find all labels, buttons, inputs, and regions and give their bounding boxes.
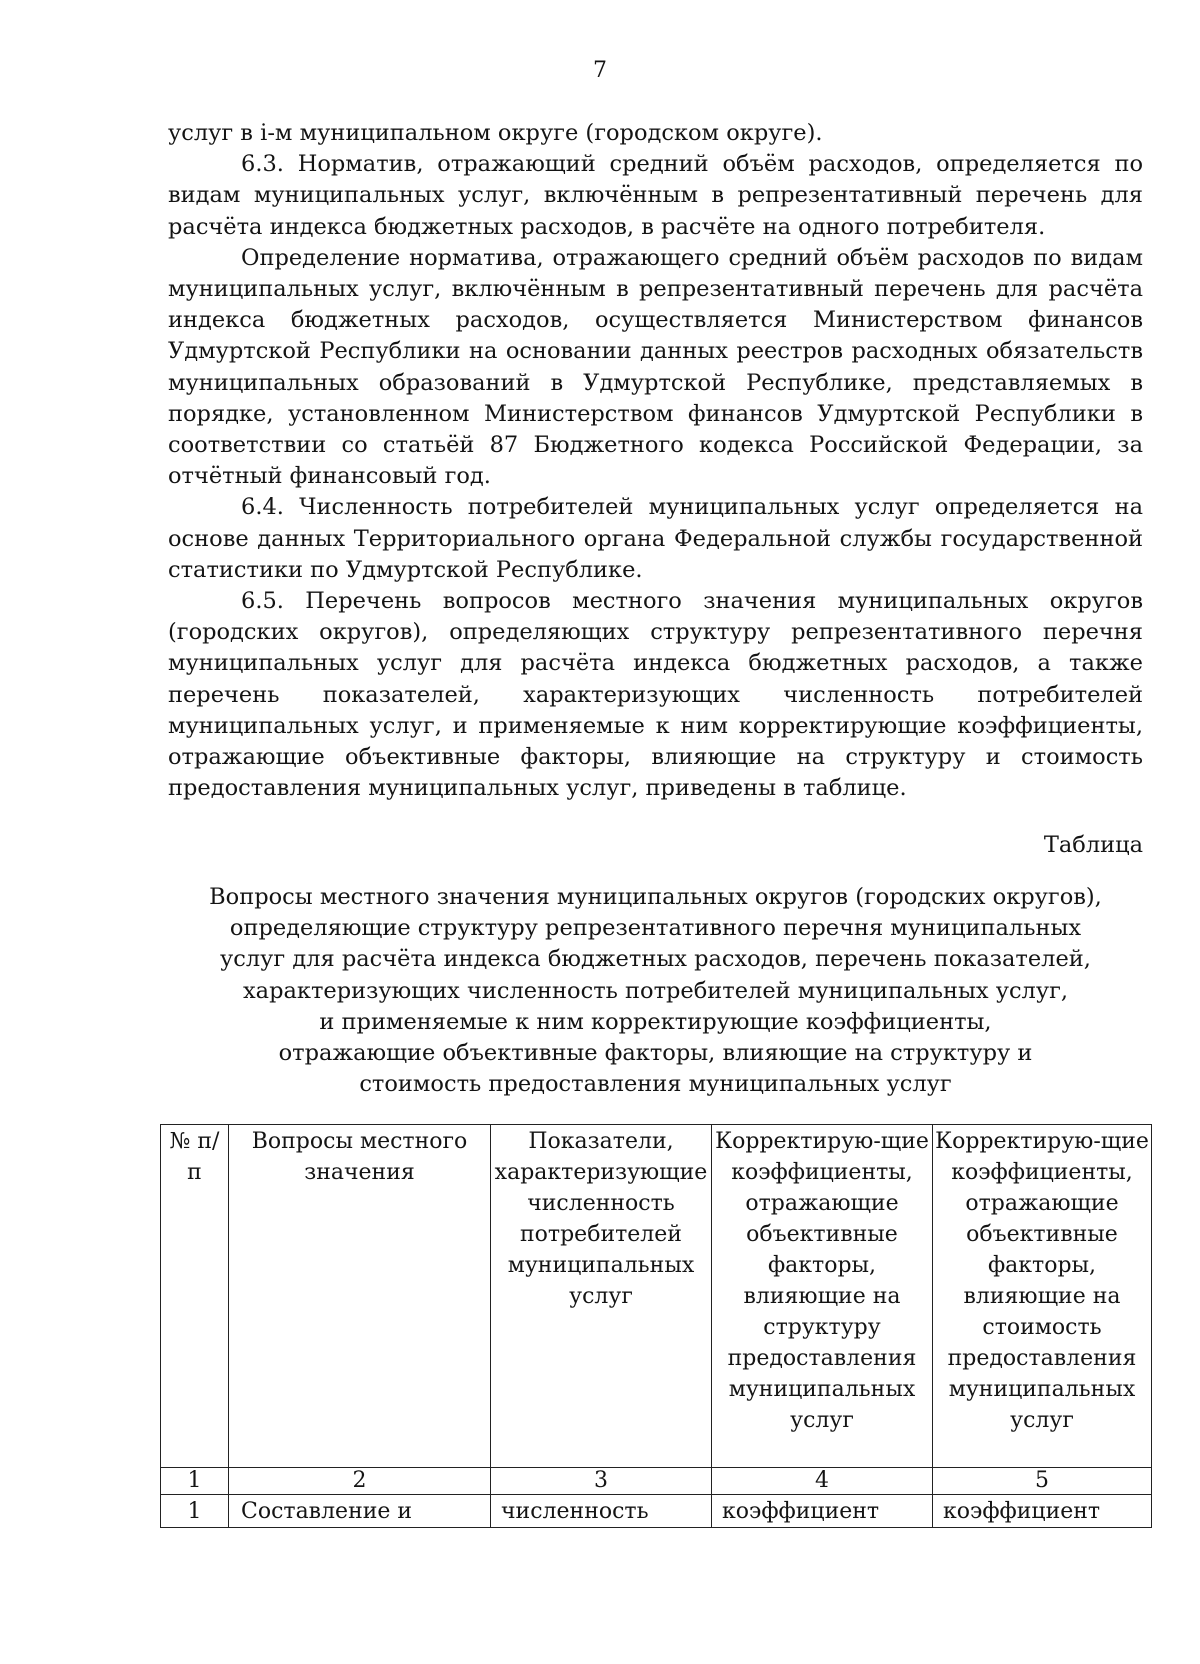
table-title-line: Вопросы местного значения муниципальных округов (городских округов),	[209, 884, 1102, 910]
header-number: № п/п	[161, 1125, 229, 1468]
table-title-line: характеризующих численность потребителей муниципальных услуг,	[242, 977, 1069, 1004]
header-structure-coefficients: Корректирую-щие коэффициенты, отражающие объективные факторы, влияющие на структуру предоставления муниципальных услуг	[712, 1125, 933, 1468]
services-table	[160, 1124, 1152, 1528]
header-local-issues: Вопросы местного значения	[229, 1125, 491, 1468]
paragraph-continuation: услуг в i-м муниципальном округе (городском округе).	[168, 120, 823, 146]
paragraph-6-3: 6.3. Норматив, отражающий средний объём расходов, определяется по видам муниципальных услуг, включённым в репрезентативный перечень для расчёта индекса бюджетных расходов, в расчёте на одного потребителя.	[168, 151, 1143, 240]
table-title-line: определяющие структуру репрезентативного перечня муниципальных	[229, 915, 1082, 942]
table-title-line: услуг для расчёта индекса бюджетных расходов, перечень показателей,	[220, 946, 1091, 973]
body-text	[168, 118, 1143, 804]
header-indicators: Показатели, характеризующие численность потребителей муниципальных услуг	[491, 1125, 712, 1468]
column-number: 3	[491, 1468, 712, 1495]
row-indicator: численность	[491, 1495, 712, 1528]
column-number: 1	[161, 1468, 229, 1495]
paragraph-6-5: 6.5. Перечень вопросов местного значения муниципальных округов (городских округов), определяющих структуру репрезентативного перечня муниципальных услуг для расчёта индекса бюджетных расходов, а также перечень показателей, характеризующих численность потребителей муниципальных услуг, и применяемые к ним корректирующие коэффициенты, отражающие объективные факторы, влияющие на структуру и стоимость предоставления муниципальных услуг, приведены в таблице.	[168, 588, 1143, 802]
page-number: 7	[593, 58, 607, 83]
table-header-row	[161, 1125, 1152, 1468]
row-number: 1	[161, 1495, 229, 1528]
table-label: Таблица	[1043, 832, 1143, 858]
header-cost-coefficients: Корректирую-щие коэффициенты, отражающие объективные факторы, влияющие на стоимость предоставления муниципальных услуг	[933, 1125, 1152, 1468]
row-cost-coefficient: коэффициент	[933, 1495, 1152, 1528]
table-title	[168, 882, 1143, 1100]
table-title-line: отражающие объективные факторы, влияющие на структуру и	[278, 1040, 1033, 1067]
column-number: 2	[229, 1468, 491, 1495]
table-title-line: и применяемые к ним корректирующие коэффициенты,	[319, 1008, 992, 1035]
row-structure-coefficient: коэффициент	[712, 1495, 933, 1528]
column-number: 4	[712, 1468, 933, 1495]
paragraph-6-4: 6.4. Численность потребителей муниципальных услуг определяется на основе данных Территориального органа Федеральной службы государственной статистики по Удмуртской Республике.	[168, 494, 1143, 583]
column-number-row	[161, 1468, 1152, 1495]
table-row	[161, 1495, 1152, 1528]
paragraph-definition: Определение норматива, отражающего средний объём расходов по видам муниципальных услуг, включённым в репрезентативный перечень для расчёта индекса бюджетных расходов, осуществляется Министерством финансов Удмуртской Республики на основании данных реестров расходных обязательств муниципальных образований в Удмуртской Республике, представляемых в порядке, установленном Министерством финансов Удмуртской Республики в соответствии со статьёй 87 Бюджетного кодекса Российской Федерации, за отчётный финансовый год.	[168, 244, 1143, 490]
table-title-line: стоимость предоставления муниципальных услуг	[359, 1071, 952, 1098]
row-local-issue: Составление и	[229, 1495, 491, 1528]
column-number: 5	[933, 1468, 1152, 1495]
